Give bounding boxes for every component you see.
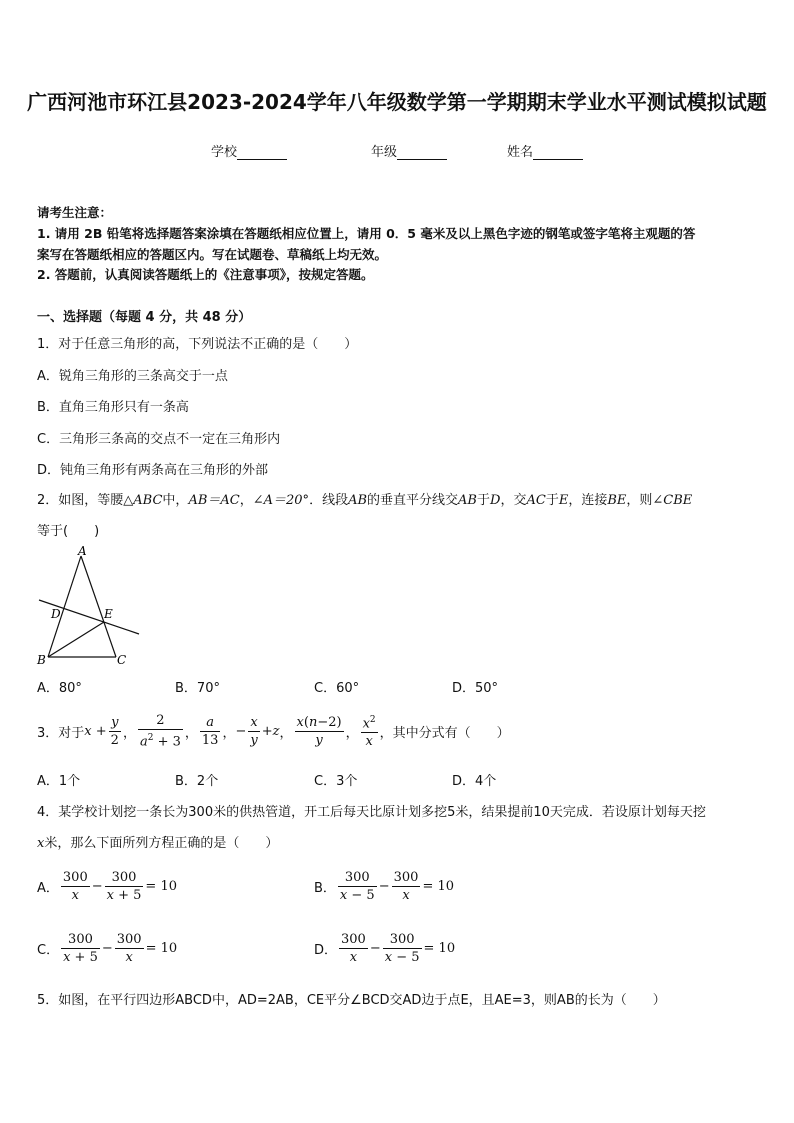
q1-option-b: B．直角三角形只有一条高 bbox=[37, 400, 189, 415]
q5-stem: 5．如图，在平行四边形ABCD中，AD=2AB，CE平分∠BCD交AD边于点E，且AE=3，则AB的长为（ ） bbox=[37, 993, 666, 1008]
q4-option-b: B． $\frac{300}{x - 5}$ − $\frac{300}{x}$ = 10 bbox=[314, 869, 455, 903]
page-title: 广西河池市环江县2023-2024学年八年级数学第一学期期末学业水平测试模拟试题 bbox=[27, 90, 767, 114]
q4-stem: 4．某学校计划挖一条长为300米的供热管道，开工后每天比原计划多挖5米，结果提前10天完成．若设原计划每天挖 bbox=[37, 805, 706, 820]
school-blank bbox=[237, 145, 287, 160]
grade-blank bbox=[397, 145, 447, 160]
q1-option-d: D．钝角三角形有两条高在三角形的外部 bbox=[37, 463, 269, 478]
q4-option-a: A． $\frac{300}{x}$ − $\frac{300}{x + 5}$ = 10 bbox=[37, 869, 177, 903]
label-a: A bbox=[78, 544, 87, 558]
q1-option-c: C．三角形三条高的交点不一定在三角形内 bbox=[37, 432, 281, 447]
label-e: E bbox=[104, 607, 113, 621]
q3-option-d: D．4个 bbox=[452, 774, 497, 789]
q2-option-a: A．80° bbox=[37, 681, 82, 696]
notice-line-1a: 1. 请用 2B 铅笔将选择题答案涂填在答题纸相应位置上，请用 0．5 毫米及以上黑色字迹的钢笔或签字笔将主观题的答 bbox=[37, 226, 696, 241]
name-label: 姓名 bbox=[507, 145, 534, 160]
label-c: C bbox=[117, 653, 127, 667]
q3-option-c: C．3个 bbox=[314, 774, 358, 789]
q4-stem-line-2: x米，那么下面所列方程正确的是（ ） bbox=[37, 836, 279, 851]
q2-triangle-figure bbox=[36, 544, 146, 672]
q2-option-b: B．70° bbox=[175, 681, 220, 696]
name-blank bbox=[533, 145, 583, 160]
q4-option-c: C． $\frac{300}{x + 5}$ − $\frac{300}{x}$ = 10 bbox=[37, 931, 178, 965]
q3-stem: 3．对于 x + $\frac{y}{2}$ ， $\frac{2}{a^2 + 3}$ ， $\frac{a}{13}$ ， − $\frac{x}{y}$ + z ， $\frac{x(n-2)}{y}$ ， $\frac{x^2}{x}$ ，其中分式有（ ） bbox=[37, 712, 510, 750]
grade-field bbox=[371, 141, 447, 160]
name-field bbox=[507, 141, 583, 160]
notice-line-2: 2. 答题前，认真阅读答题纸上的《注意事项》，按规定答题。 bbox=[37, 267, 374, 282]
school-label: 学校 bbox=[211, 145, 238, 160]
section-heading: 一、选择题（每题 4 分，共 48 分） bbox=[37, 310, 252, 325]
q2-option-c: C．60° bbox=[314, 681, 360, 696]
label-d: D bbox=[51, 607, 61, 621]
q3-option-a: A．1个 bbox=[37, 774, 81, 789]
school-field bbox=[211, 141, 287, 160]
notice-heading: 请考生注意： bbox=[37, 205, 113, 220]
notice-line-1b: 案写在答题纸相应的答题区内。写在试题卷、草稿纸上均无效。 bbox=[37, 247, 388, 262]
q2-option-d: D．50° bbox=[452, 681, 499, 696]
q2-stem-line-2: 等于( ) bbox=[37, 524, 100, 539]
label-b: B bbox=[37, 653, 46, 667]
q1-stem: 1．对于任意三角形的高，下列说法不正确的是（ ） bbox=[37, 337, 358, 352]
q1-option-a: A．锐角三角形的三条高交于一点 bbox=[37, 369, 228, 384]
q3-option-b: B．2个 bbox=[175, 774, 219, 789]
q4-option-d: D． $\frac{300}{x}$ − $\frac{300}{x - 5}$ = 10 bbox=[314, 931, 456, 965]
grade-label: 年级 bbox=[371, 145, 398, 160]
q2-stem: 2．如图，等腰△ABC中，AB＝AC，∠A＝20°．线段AB的垂直平分线交AB于D，交AC于E，连接BE，则∠CBE bbox=[37, 493, 693, 508]
